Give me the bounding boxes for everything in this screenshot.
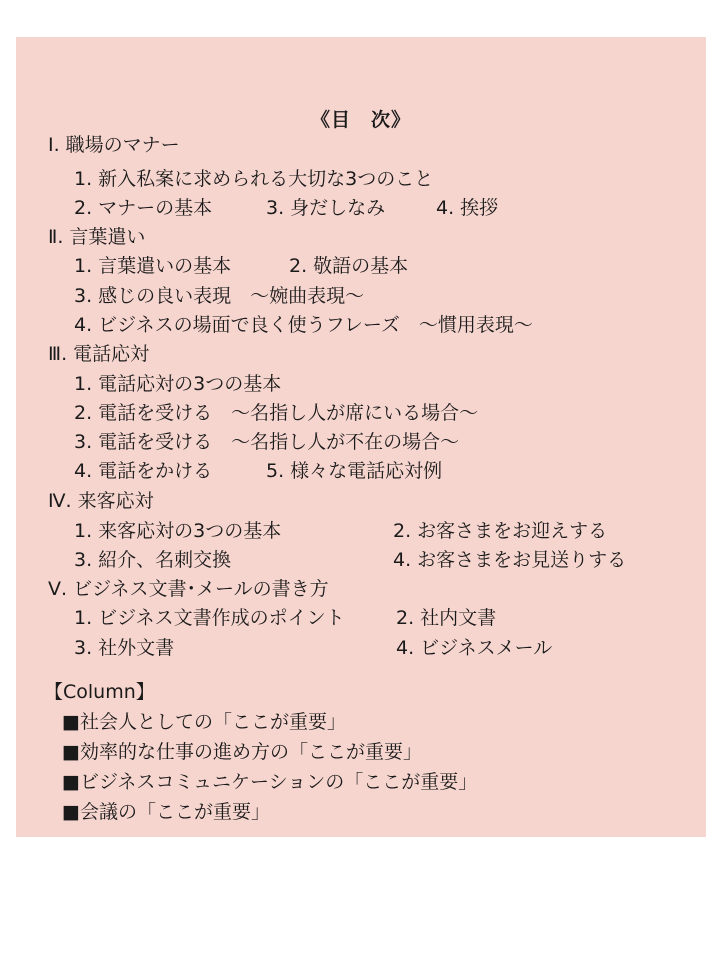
toc-item: 3. 身だしなみ bbox=[266, 197, 386, 219]
toc-item: 3. 感じの良い表現 ～婉曲表現～ bbox=[74, 285, 365, 307]
column-item: ■社会人としての「ここが重要」 bbox=[62, 711, 346, 733]
toc-item: 5. 様々な電話応対例 bbox=[266, 460, 443, 482]
section-heading-language: Ⅱ. 言葉遣い bbox=[48, 226, 146, 248]
toc-item: 4. 電話をかける bbox=[74, 460, 213, 482]
section-heading-documents: Ⅴ. ビジネス文書･メールの書き方 bbox=[48, 578, 329, 600]
toc-item: 1. 来客応対の3つの基本 bbox=[74, 520, 282, 542]
toc-item: 1. ビジネス文書作成のポイント bbox=[74, 607, 345, 629]
toc-item: 2. お客さまをお迎えする bbox=[393, 520, 608, 542]
toc-item: 4. 挨拶 bbox=[436, 197, 499, 219]
toc-item: 3. 社外文書 bbox=[74, 637, 175, 659]
toc-panel bbox=[16, 37, 706, 837]
toc-item: 3. 電話を受ける ～名指し人が不在の場合～ bbox=[74, 431, 460, 453]
toc-item: 1. 言葉遣いの基本 bbox=[74, 255, 232, 277]
toc-item: 4. お客さまをお見送りする bbox=[393, 549, 627, 571]
section-heading-phone: Ⅲ. 電話応対 bbox=[48, 343, 150, 365]
toc-item: 4. ビジネスの場面で良く使うフレーズ ～慣用表現～ bbox=[74, 314, 533, 336]
toc-item: 2. 電話を受ける ～名指し人が席にいる場合～ bbox=[74, 402, 479, 424]
toc-item: 1. 新入私案に求められる大切な3つのこと bbox=[74, 168, 434, 190]
column-item: ■効率的な仕事の進め方の「ここが重要」 bbox=[62, 741, 422, 763]
section-heading-visitors: Ⅳ. 来客応対 bbox=[48, 490, 154, 512]
column-item: ■会議の「ここが重要」 bbox=[62, 801, 270, 823]
toc-item: 3. 紹介、名刺交換 bbox=[74, 549, 232, 571]
section-heading-manners: Ⅰ. 職場のマナー bbox=[48, 134, 180, 156]
toc-item: 1. 電話応対の3つの基本 bbox=[74, 373, 282, 395]
toc-item: 2. 社内文書 bbox=[396, 607, 497, 629]
toc-item: 2. マナーの基本 bbox=[74, 197, 213, 219]
toc-item: 4. ビジネスメール bbox=[396, 637, 553, 659]
column-heading: 【Column】 bbox=[44, 681, 155, 703]
toc-item: 2. 敬語の基本 bbox=[289, 255, 409, 277]
toc-title: 《目 次》 bbox=[310, 109, 411, 131]
column-item: ■ビジネスコミュニケーションの「ここが重要」 bbox=[62, 771, 478, 793]
